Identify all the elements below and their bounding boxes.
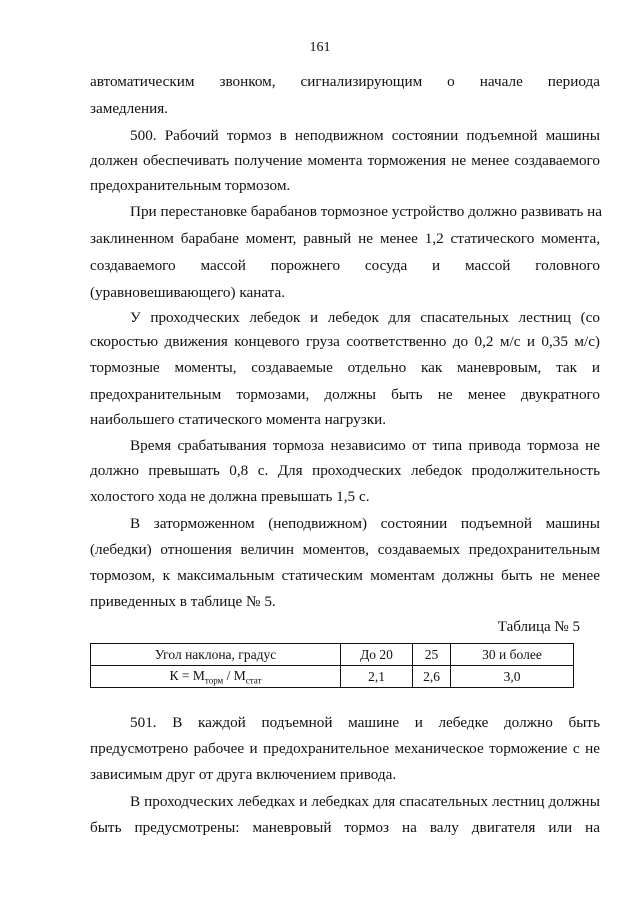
text-line: У проходческих лебедок и лебедок для спасательных лестниц (со <box>130 309 600 326</box>
text-line: (уравновешивающего) каната. <box>90 284 286 301</box>
text-line: автоматическим звонком, сигнализирующим о начале периода <box>90 73 600 90</box>
paragraph-500-start: 500. Рабочий тормоз в неподвижном состоянии подъемной машины <box>130 127 600 144</box>
text-line: холостого хода не должна превышать 1,5 с. <box>90 488 370 505</box>
text-line: При перестановке барабанов тормозное устройство должно развивать на <box>130 203 603 220</box>
table-cell: До 20 <box>341 644 413 666</box>
table-cell: 3,0 <box>451 666 574 688</box>
table-header-row <box>91 644 574 666</box>
text-line: В заторможенном (неподвижном) состоянии подъемной машины <box>130 515 600 532</box>
text-line: Время срабатывания тормоза независимо от типа привода тормоза не <box>130 437 600 454</box>
page-number: 161 <box>309 40 331 55</box>
table-cell: 30 и более <box>451 644 574 666</box>
text-line: должно превышать 0,8 с. Для проходческих лебедок продолжительность <box>90 462 600 479</box>
text-line: В проходческих лебедках и лебедках для спасательных лестниц должны <box>130 793 600 810</box>
text-line: заклиненном барабане момент, равный не менее 1,2 статического момента, <box>90 230 600 247</box>
table-cell: Угол наклона, градус <box>91 644 341 666</box>
table-5 <box>90 643 574 688</box>
table-cell: 2,1 <box>341 666 413 688</box>
text-line: (лебедки) отношения величин моментов, создаваемых предохранительным <box>90 541 600 558</box>
text-line: наибольшего статического момента нагрузки. <box>90 411 387 428</box>
table-row <box>91 666 574 688</box>
text-line: предохранительным тормозом. <box>90 177 291 194</box>
text-line: предохранительным тормозами, должны быть не менее двукратного <box>90 386 600 403</box>
text-line: тормозом, к максимальным статическим моментам должны быть не менее <box>90 567 600 584</box>
text-line: тормозные моменты, создаваемые отдельно как маневровым, так и <box>90 359 600 376</box>
text-line: создаваемого массой порожнего сосуда и массой головного <box>90 257 600 274</box>
text-line: быть предусмотрены: маневровый тормоз на валу двигателя или на <box>90 819 600 836</box>
table-row-label: $К = M_{торм} / M_{стат}$ <box>91 666 341 688</box>
text-line: должен обеспечивать получение момента торможения не менее создаваемого <box>90 152 600 169</box>
text-line: зависимым друг от друга включением привода. <box>90 766 397 783</box>
text-line: замедления. <box>90 100 168 117</box>
text-line: предусмотрено рабочее и предохранительное механическое торможение с не <box>90 740 600 757</box>
table-caption: Таблица № 5 <box>497 619 580 635</box>
text-line: скоростью движения концевого груза соответственно до 0,2 м/с и 0,35 м/с) <box>90 333 600 350</box>
paragraph-501-start: 501. В каждой подъемной машине и лебедке должно быть <box>130 714 600 731</box>
text-line: приведенных в таблице № 5. <box>90 593 276 610</box>
table-cell: 25 <box>413 644 451 666</box>
table-cell: 2,6 <box>413 666 451 688</box>
